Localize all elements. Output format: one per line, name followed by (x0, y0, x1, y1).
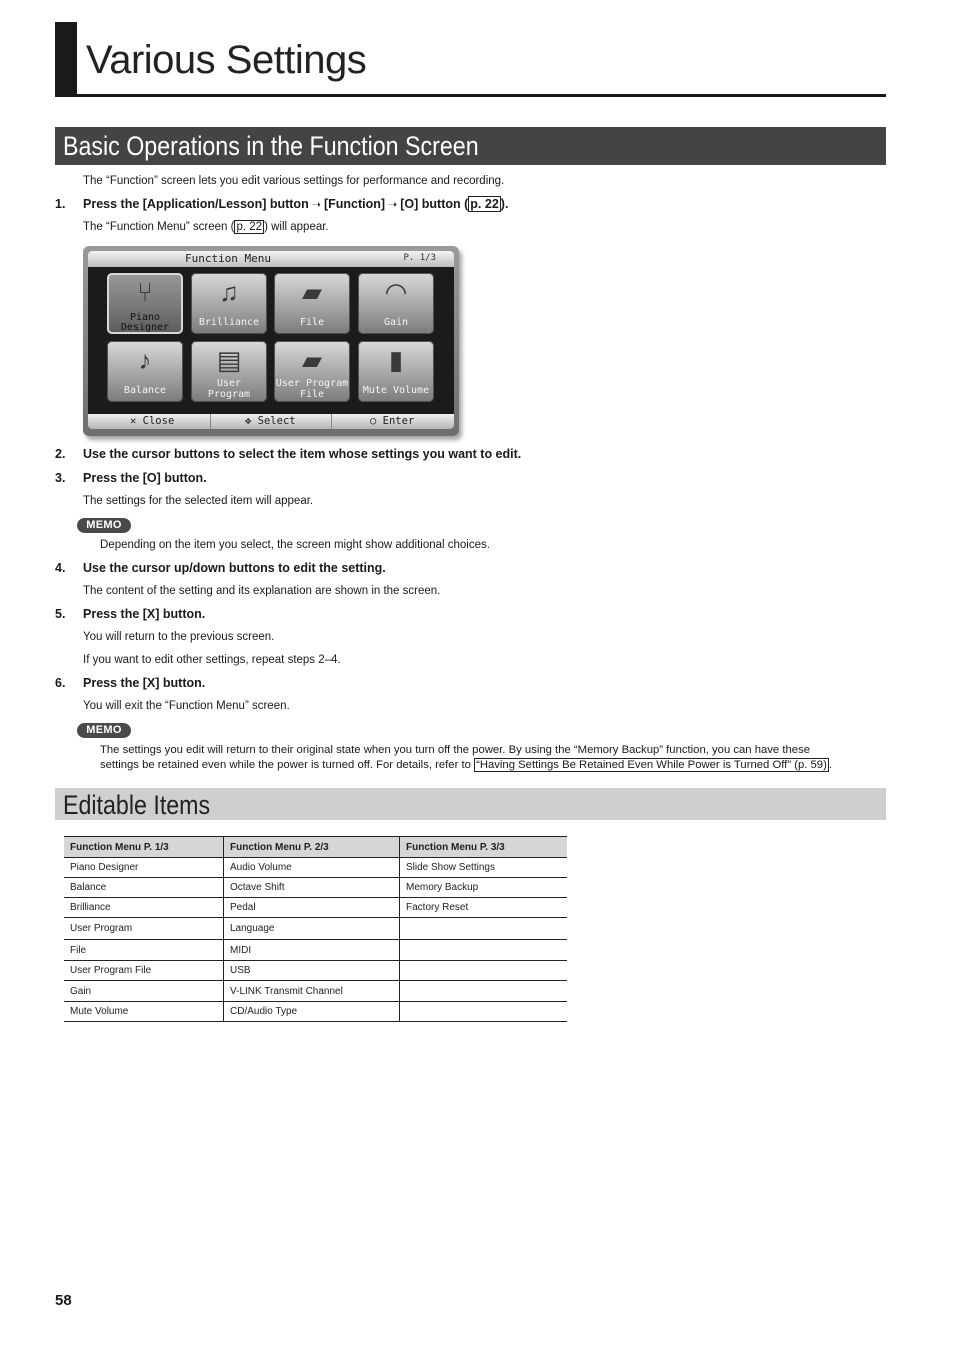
tile-user-program-file[interactable] (274, 341, 350, 402)
step-number: 5. (55, 607, 66, 621)
header-accent-bar (55, 22, 77, 94)
section-heading-basic-operations (55, 127, 886, 165)
memo-text-pre: settings be retained even while the power is turned off. For details, refer to (100, 759, 475, 771)
step-6-note: You will exit the “Function Menu” screen. (83, 700, 290, 712)
memo-badge: MEMO (77, 723, 131, 738)
tile-label: File (299, 389, 325, 400)
tile-piano-designer[interactable] (107, 273, 183, 334)
arrow-right-icon: ➝ (311, 199, 321, 211)
page-header (55, 22, 886, 97)
table-cell: Language (224, 918, 400, 940)
step-1-part: [O] button ( (400, 197, 469, 211)
table-cell (400, 940, 568, 961)
piano-icon: ♫ (219, 277, 239, 307)
cross-reference-link[interactable]: “Having Settings Be Retained Even While Power is Turned Off” (p. 59) (476, 759, 827, 771)
table-row (64, 918, 567, 940)
circle-icon: ○ (370, 415, 377, 427)
table-cell: File (64, 940, 224, 961)
function-menu-screenshot (83, 246, 459, 436)
step-5-text: Press the [X] button. (83, 607, 206, 621)
table-cell: Mute Volume (64, 1002, 224, 1022)
column-header: Function Menu P. 2/3 (224, 837, 400, 858)
step-1-note (83, 220, 329, 235)
table-cell: Pedal (224, 898, 400, 918)
table-cell (400, 918, 568, 940)
screen-footer (88, 414, 454, 429)
step-number: 6. (55, 676, 66, 690)
table-header-row (64, 837, 567, 858)
usb-stick-icon: ▰ (302, 345, 322, 375)
step-1-part: [Function] (323, 197, 386, 211)
section-title: Basic Operations in the Function Screen (63, 131, 479, 161)
editable-items-table (64, 836, 567, 1022)
table-cell: Brilliance (64, 898, 224, 918)
tile-label: Balance (123, 385, 167, 396)
table-row (64, 858, 567, 878)
memo-text-post: . (828, 759, 832, 771)
table-cell: MIDI (224, 940, 400, 961)
arrow-right-icon: ➝ (388, 199, 398, 211)
memo-text: Depending on the item you select, the screen might show additional choices. (100, 539, 490, 551)
tile-label: Piano (129, 312, 161, 323)
select-label: Select (257, 415, 296, 427)
table-cell: USB (224, 961, 400, 981)
table-cell: CD/Audio Type (224, 1002, 400, 1022)
step-1-text (83, 196, 508, 213)
table-cell: User Program File (64, 961, 224, 981)
screen-display (88, 251, 454, 429)
column-header: Function Menu P. 3/3 (400, 837, 568, 858)
step-5-note: You will return to the previous screen. (83, 631, 275, 643)
step-number: 3. (55, 471, 66, 485)
tile-gain[interactable] (358, 273, 434, 334)
step-number: 2. (55, 447, 66, 461)
table-cell: Memory Backup (400, 878, 568, 898)
table-row (64, 1002, 567, 1022)
step-4-text: Use the cursor up/down buttons to edit the setting. (83, 561, 386, 575)
table-cell: Slide Show Settings (400, 858, 568, 878)
page-number: 58 (55, 1292, 72, 1309)
select-footer-button[interactable] (245, 415, 296, 427)
tile-brilliance[interactable] (191, 273, 267, 334)
memo-text-line-1: The settings you edit will return to their original state when you turn off the power. By using the “Memory Backup” function, you can have these (100, 744, 810, 756)
tile-label: File (299, 317, 325, 328)
meter-icon: ◠ (384, 277, 408, 307)
step-6-text: Press the [X] button. (83, 676, 206, 690)
table-cell (400, 1002, 568, 1022)
step-4-note: The content of the setting and its explanation are shown in the screen. (83, 585, 441, 597)
table-cell: Gain (64, 981, 224, 1002)
section-title: Editable Items (63, 790, 211, 820)
screen-page-indicator: P. 1/3 (403, 253, 436, 263)
level-bars-icon: ▮ (388, 345, 404, 375)
footer-divider (331, 414, 332, 429)
table-cell: Audio Volume (224, 858, 400, 878)
enter-footer-button[interactable] (370, 415, 414, 427)
tile-label: Mute Volume (362, 385, 430, 396)
close-icon: ✕ (130, 415, 137, 427)
tile-label: User (216, 378, 242, 389)
memo-text-line-2 (100, 758, 832, 773)
table-row (64, 961, 567, 981)
close-label: Close (142, 415, 175, 427)
close-footer-button[interactable] (130, 415, 174, 427)
tile-mute-volume[interactable] (358, 341, 434, 402)
table-cell: Factory Reset (400, 898, 568, 918)
memo-badge: MEMO (77, 518, 131, 533)
tile-balance[interactable] (107, 341, 183, 402)
tuning-fork-icon: ⑂ (137, 277, 153, 307)
table-cell (400, 961, 568, 981)
step-3-text: Press the [O] button. (83, 471, 207, 485)
table-cell: Balance (64, 878, 224, 898)
page-reference-link[interactable]: p. 22 (470, 197, 499, 211)
page-title: Various Settings (86, 38, 367, 82)
enter-label: Enter (382, 415, 415, 427)
step-1-note-pre: The “Function Menu” screen ( (83, 221, 235, 233)
tile-label: Program (207, 389, 251, 400)
tile-file[interactable] (274, 273, 350, 334)
table-cell: Piano Designer (64, 858, 224, 878)
footer-divider (210, 414, 211, 429)
step-1-part: ). (500, 197, 509, 211)
usb-stick-icon: ▰ (302, 277, 322, 307)
tile-label: User Program (275, 378, 349, 389)
section-heading-editable-items (55, 788, 886, 820)
screen-title: Function Menu (184, 252, 272, 265)
screen-title-bar (88, 251, 454, 267)
step-1-note-post: ) will appear. (264, 221, 329, 233)
table-cell: V-LINK Transmit Channel (224, 981, 400, 1002)
tile-label: Gain (383, 317, 409, 328)
step-2-text: Use the cursor buttons to select the item whose settings you want to edit. (83, 447, 522, 461)
step-5-note-2: If you want to edit other settings, repeat steps 2–4. (83, 654, 341, 666)
balance-icon: ♪ (138, 345, 152, 375)
program-icon: ▤ (216, 345, 242, 375)
step-number: 1. (55, 197, 66, 211)
table-cell (400, 981, 568, 1002)
tile-user-program[interactable] (191, 341, 267, 402)
table-row (64, 940, 567, 961)
step-3-note: The settings for the selected item will appear. (83, 495, 314, 507)
step-number: 4. (55, 561, 66, 575)
table-row (64, 981, 567, 1002)
column-header: Function Menu P. 1/3 (64, 837, 224, 858)
tile-label: Designer (120, 322, 170, 333)
step-1-part: Press the [Application/Lesson] button (83, 197, 309, 211)
table-row (64, 898, 567, 918)
tile-label: Brilliance (198, 317, 260, 328)
table-cell: User Program (64, 918, 224, 940)
table-row (64, 878, 567, 898)
cursor-cross-icon: ✥ (245, 415, 252, 427)
page-reference-link[interactable]: p. 22 (236, 221, 263, 233)
table-cell: Octave Shift (224, 878, 400, 898)
intro-text: The “Function” screen lets you edit various settings for performance and recording. (83, 175, 505, 187)
